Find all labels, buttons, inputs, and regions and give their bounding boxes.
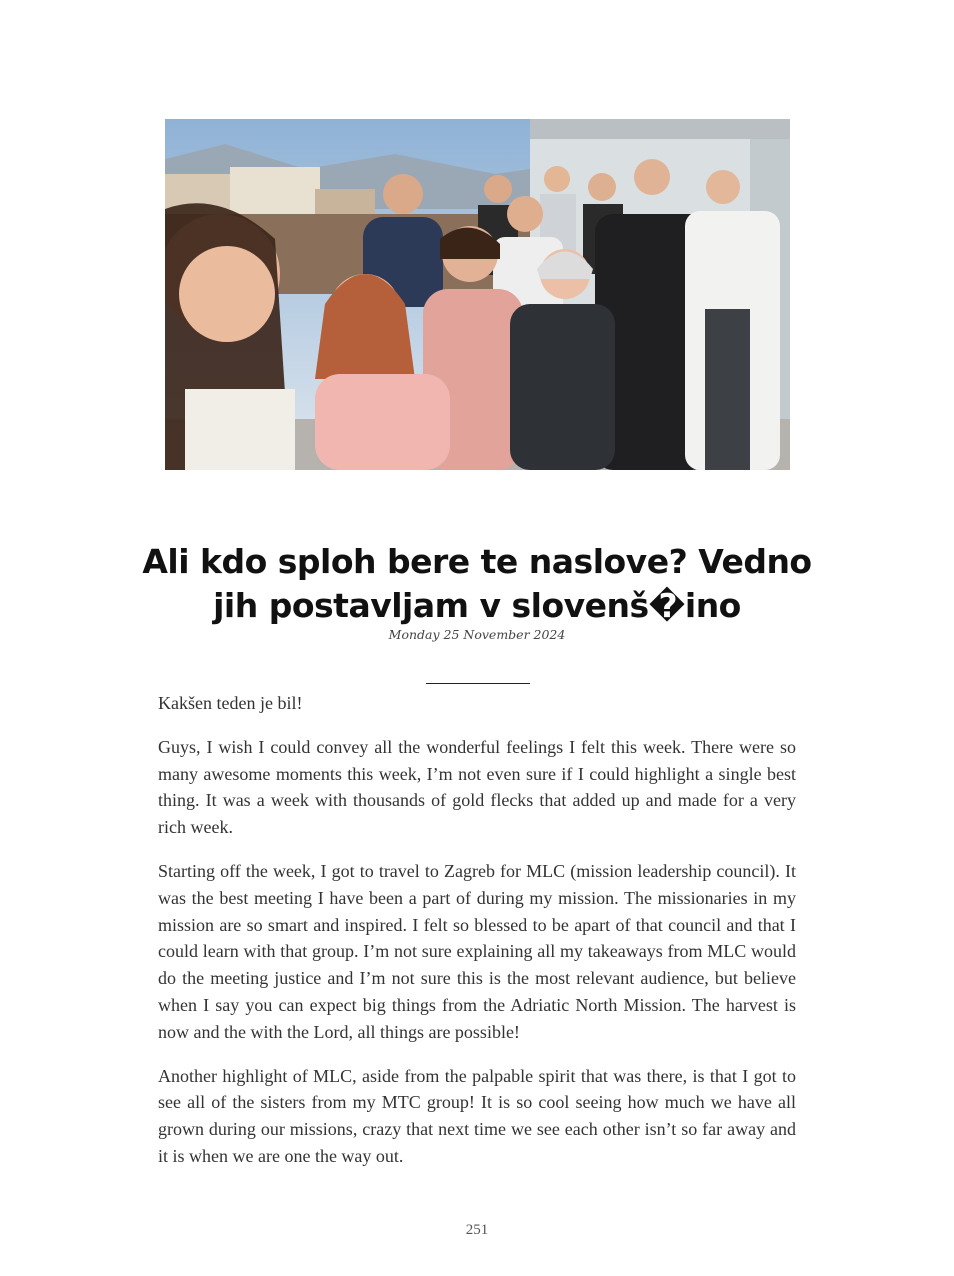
article-body (158, 690, 796, 1187)
title-line-1: Ali kdo sploh bere te naslove? Vedno (142, 542, 812, 581)
divider (426, 683, 530, 684)
paragraph: Another highlight of MLC, aside from the palpable spirit that was there, is that I got to see all of the sisters from my MTC group! It is so cool seeing how much we have all grown during our missions, crazy that next time we see each other isn’t so far away and it is when we are one the way out. (158, 1065, 796, 1166)
article-title (120, 540, 834, 628)
paragraph: Starting off the week, I got to travel to Zagreb for MLC (mission leadership council). It was the best meeting I have been a part of during my mission. The missionaries in my mission are so smart and inspired. I felt so blessed to be apart of that council and that I could learn with that group. I’m not sure explaining all my takeaways from MLC would do the meeting justice and I’m not sure this is the most relevant audience, but believe when I say you can expect big things from the Adriatic North Mission. The harvest is now and the with the Lord, all things are possible! (158, 860, 796, 1042)
page-number: 251 (465, 1222, 489, 1238)
paragraph: Kakšen teden je bil! (158, 693, 303, 713)
paragraph: Guys, I wish I could convey all the wonderful feelings I felt this week. There were so many awesome moments this week, I’m not even sure if I could highlight a single best thing. It was a week with thousands of gold flecks that added up and made for a very rich week. (158, 736, 796, 838)
article-date: Monday 25 November 2024 (388, 627, 566, 642)
title-line-2: jih postavljam v slovenš�ino (213, 586, 741, 625)
group-photo (165, 119, 790, 470)
